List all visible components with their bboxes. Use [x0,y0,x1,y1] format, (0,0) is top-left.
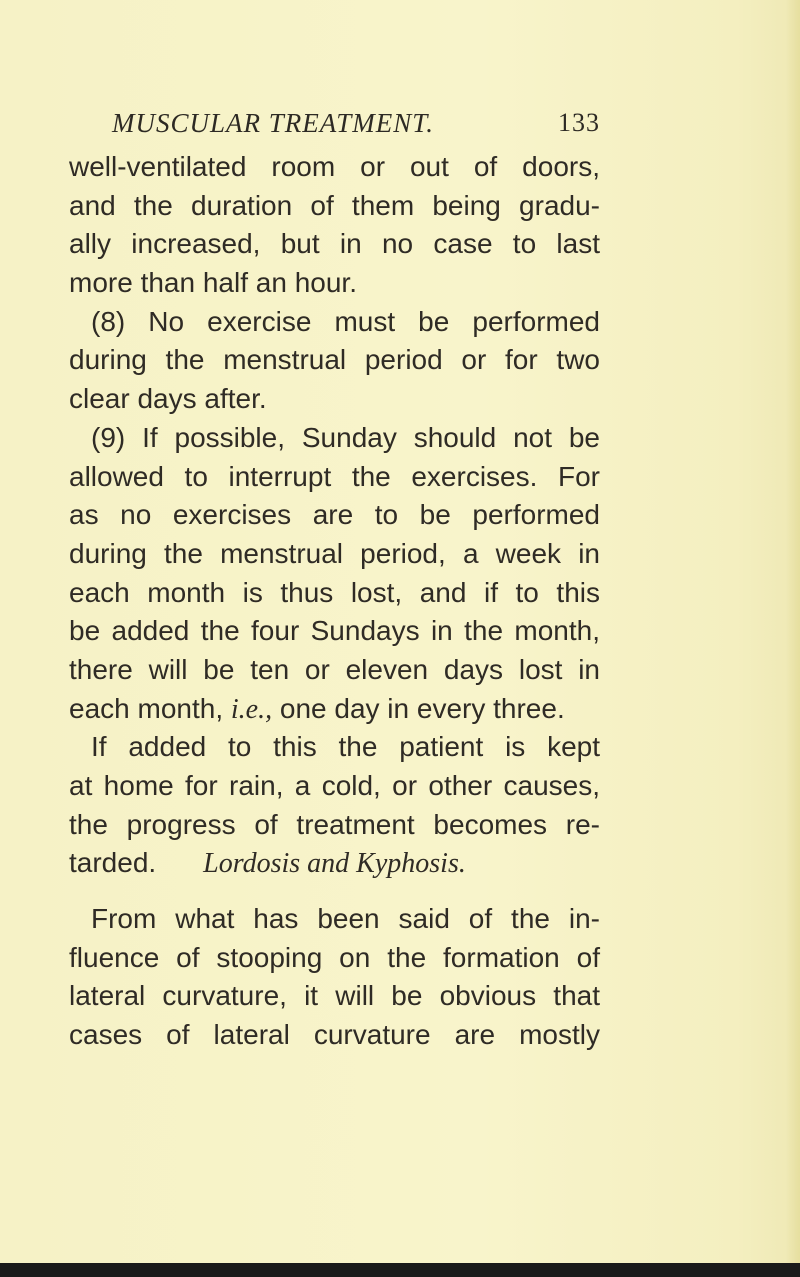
text-line: the progress of treatment becomes re- [69,808,600,840]
page-edge-shadow [786,0,800,1277]
text-line: lateral curvature, it will be obvious that [69,980,600,1012]
text-line: more than half an hour. [69,267,357,299]
page-number: 133 [558,108,600,137]
text-line: and the duration of them being gradu- [69,189,600,221]
abbreviation-ie: i.e., [230,693,273,725]
text-line: (9) If possible, Sunday should not be [91,421,600,453]
running-title: MUSCULAR TREATMENT. [112,108,435,138]
text-line: there will be ten or eleven days lost in [69,653,600,685]
text-line: during the menstrual period, a week in [69,537,600,569]
scan-border-bottom [0,1263,800,1277]
text-line: If added to this the patient is kept [91,731,600,763]
text-line: well-ventilated room or out of doors, [69,151,600,182]
text-line: (8) No exercise must be performed [91,305,600,337]
text-line: fluence of stooping on the formation of [69,941,600,973]
text-line: clear days after. [69,383,267,415]
text-line: From what has been said of the in- [91,903,600,934]
text-line: during the menstrual period or for two [69,344,600,376]
section-body-text [69,900,600,1055]
text-segment: one day in every three. [279,692,565,724]
text-line: tarded. [69,847,157,879]
text-line: be added the four Sundays in the month, [69,615,600,647]
text-line: as no exercises are to be performed [69,499,600,531]
text-line: cases of lateral curvature are mostly [69,1019,600,1051]
section-heading: Lordosis and Kyphosis. [203,848,466,879]
text-line: ally increased, but in no case to last [69,228,600,260]
text-segment: each month, [69,692,224,724]
text-line: each month is thus lost, and if to this [69,576,600,608]
body-text [69,148,600,883]
running-header [69,108,600,138]
text-line: allowed to interrupt the exercises. For [69,460,600,492]
text-line: at home for rain, a cold, or other causes, [69,770,600,801]
text-line [69,690,600,729]
